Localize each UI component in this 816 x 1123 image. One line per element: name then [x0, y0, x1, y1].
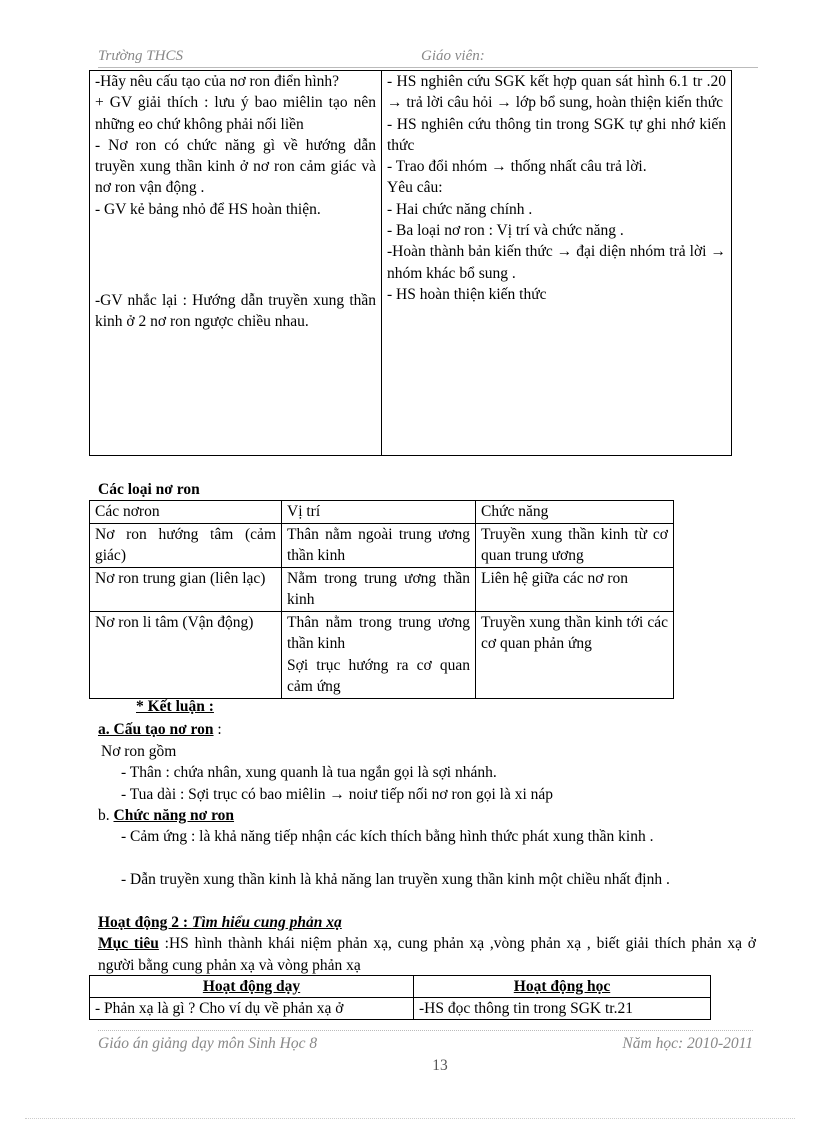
footer-left: Giáo án giảng dạy môn Sinh Học 8: [98, 1035, 318, 1052]
teacher-line: - Nơ ron có chức năng gì về hướng dẫn truyền xung thần kinh ở nơ ron cảm giác và nơ ron vận động .: [95, 136, 376, 197]
table-cell: -HS đọc thông tin trong SGK tr.21: [414, 998, 711, 1020]
spacer: [95, 220, 376, 290]
teacher-line: + GV giải thích : lưu ý bao miêlin tạo nên những eo chứ không phải nối liền: [95, 94, 376, 133]
table-cell: Nơ ron trung gian (liên lạc): [90, 567, 282, 611]
header-cell: Hoạt động học: [414, 976, 711, 998]
student-column: [382, 71, 732, 456]
table-cell: Truyền xung thần kinh từ cơ quan trung ương: [476, 523, 674, 567]
a-suffix: :: [213, 721, 222, 738]
b-prefix: b.: [98, 807, 114, 824]
header-school: Trường THCS: [98, 48, 183, 64]
student-line: - HS nghiên cứu SGK kết hợp quan sát hình 6.1 tr .20 → trả lời câu hỏi → lớp bổ sung, hoàn thiện kiến thức: [387, 73, 726, 112]
table-header-row: [90, 976, 711, 998]
table-row: [90, 998, 711, 1020]
a-item: - Thân : chứa nhân, xung quanh là tua ngắn gọi là sợi nhánh.: [121, 764, 497, 781]
footer-rule: [98, 1030, 753, 1031]
activity-table: [89, 70, 732, 456]
bottom-rule: [25, 1118, 795, 1119]
table-cell: [282, 611, 476, 698]
table-row: [90, 523, 674, 567]
table-header-row: [90, 501, 674, 524]
header-cell: Vị trí: [282, 501, 476, 524]
goal-text: :HS hình thành khái niệm phản xạ, cung phản xạ ,vòng phản xạ , biết giải thích phản xạ ở người bằng cung phản xạ và vòng phản xạ: [98, 935, 756, 974]
a-item: - Tua dài : Sợi trục có bao miêlin → noiư tiếp nối nơ ron gọi là xi náp: [121, 786, 554, 803]
table-cell: Thân nằm ngoài trung ương thần kinh: [282, 523, 476, 567]
teacher-line: -GV nhắc lại : Hướng dẫn truyền xung thần kinh ở 2 nơ ron ngược chiều nhau.: [95, 292, 376, 331]
b-item: - Dẫn truyền xung thần kinh là khả năng lan truyền xung thần kinh một chiều nhất định .: [121, 871, 670, 888]
table-cell: Nơ ron hướng tâm (cảm giác): [90, 523, 282, 567]
table-cell: - Phản xạ là gì ? Cho ví dụ về phản xạ ở: [90, 998, 414, 1020]
student-line: - Trao đổi nhóm → thống nhất câu trả lời.: [387, 158, 647, 176]
conclusion-title: [136, 698, 214, 716]
header-rule: [98, 67, 758, 68]
header-cell: Hoạt động dạy: [90, 976, 414, 998]
neuron-table-title: Các loại nơ ron: [98, 481, 200, 498]
cell-line: Sợi trục hướng ra cơ quan cảm ứng: [287, 656, 470, 695]
activity2-table: [89, 975, 711, 1020]
table-cell: Nằm trong trung ương thần kinh: [282, 567, 476, 611]
goal-label: Mục tiêu: [98, 935, 159, 952]
teacher-line: - GV kẻ bảng nhỏ để HS hoàn thiện.: [95, 200, 321, 218]
conclusion-title-text: * Kết luận :: [136, 698, 214, 715]
student-line: - Ba loại nơ ron : Vị trí và chức năng .: [387, 222, 624, 240]
footer-right: Năm học: 2010-2011: [622, 1035, 753, 1052]
student-line: - Hai chức năng chính .: [387, 200, 533, 218]
header-cell: Chức năng: [476, 501, 674, 524]
conclusion-a-heading: [98, 719, 222, 741]
b-item: - Cảm ứng : là khả năng tiếp nhận các kích thích bằng hình thức phát xung thần kinh .: [121, 828, 654, 845]
cell-line: Thân nằm trong trung ương thần kinh: [287, 613, 470, 652]
activity2-goal: [98, 933, 756, 976]
header-cell: Các nơron: [90, 501, 282, 524]
table-cell: Nơ ron li tâm (Vận động): [90, 611, 282, 698]
student-line: Yêu câu:: [387, 179, 443, 197]
neuron-table: [89, 500, 674, 699]
activity2-heading: [98, 912, 342, 934]
activity2-title: Tìm hiểu cung phản xạ: [191, 914, 342, 931]
page-header: [98, 48, 758, 68]
a-label: a. Cấu tạo nơ ron: [98, 721, 214, 738]
teacher-line: -Hãy nêu cấu tạo của nơ ron điển hình?: [95, 73, 340, 90]
student-line: -Hoàn thành bản kiến thức → đại diện nhóm trả lời → nhóm khác bổ sung .: [387, 243, 726, 282]
student-line: - HS nghiên cứu thông tin trong SGK tự ghi nhớ kiến thức: [387, 115, 726, 154]
conclusion-b-heading: [98, 805, 234, 827]
activity2-label: Hoạt động 2 :: [98, 914, 192, 931]
table-cell: Truyền xung thần kinh tới các cơ quan phản ứng: [476, 611, 674, 698]
student-line: - HS hoàn thiện kiến thức: [387, 285, 547, 303]
table-cell: Liên hệ giữa các nơ ron: [476, 567, 674, 611]
table-row: [90, 567, 674, 611]
header-teacher: Giáo viên:: [421, 48, 485, 64]
teacher-column: [90, 71, 382, 456]
a-intro: Nơ ron gồm: [101, 743, 177, 760]
b-label: Chức năng nơ ron: [113, 807, 235, 824]
table-row: [90, 611, 674, 698]
page-number: 13: [432, 1057, 448, 1074]
